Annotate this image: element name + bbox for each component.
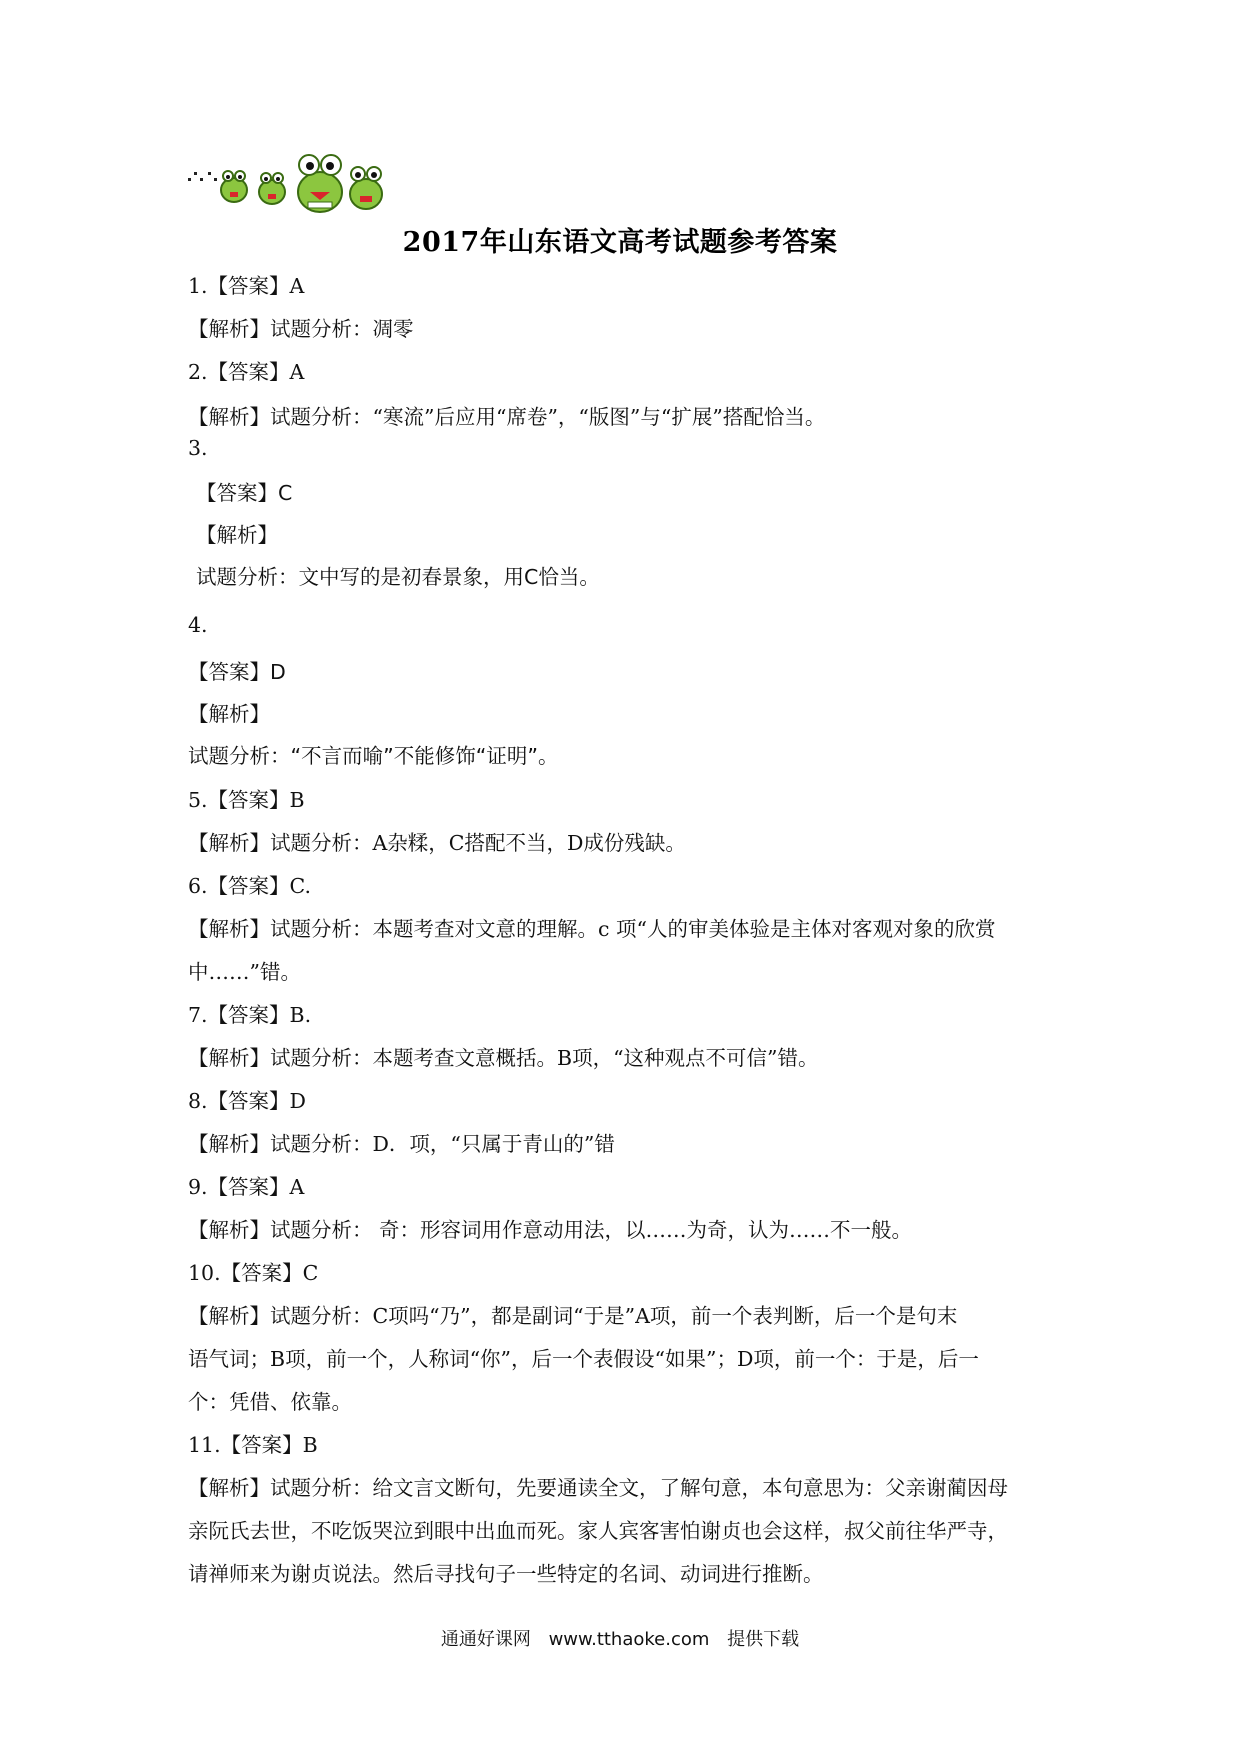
answer-line: 7.【答案】B. — [188, 1003, 312, 1027]
answer-line: 2.【答案】A — [188, 360, 305, 384]
footer-site-name: 通通好课网 — [440, 1629, 531, 1650]
analysis-line: 【解析】试题分析：凋零 — [188, 317, 414, 341]
analysis-line: 【解析】试题分析：给文言文断句，先要通读全文，了解句意，本句意思为：父亲谢蔺因母 — [188, 1476, 1008, 1500]
answer-line: 11.【答案】B — [188, 1433, 318, 1457]
analysis-heading: 【解析】 — [188, 702, 270, 726]
answer-line: 9.【答案】A — [188, 1175, 305, 1199]
analysis-line: 个：凭借、依靠。 — [188, 1390, 352, 1414]
frog-mascot-icon — [188, 150, 428, 220]
analysis-line: 【解析】试题分析：本题考查文意概括。B项，“这种观点不可信”错。 — [188, 1046, 819, 1070]
page-title: 2017年山东语文高考试题参考答案 — [402, 227, 838, 258]
question-number: 4. — [188, 613, 208, 637]
answer-line: 10.【答案】C — [188, 1261, 319, 1285]
page-footer — [0, 1625, 1240, 1651]
analysis-line: 【解析】试题分析：A杂糅，C搭配不当，D成份残缺。 — [188, 831, 686, 855]
analysis-heading: 【解析】 — [196, 523, 278, 547]
analysis-line: 试题分析：“不言而喻”不能修饰“证明”。 — [188, 744, 559, 768]
answer-line: 【答案】C — [196, 481, 293, 505]
answer-line: 【答案】D — [188, 660, 286, 684]
analysis-line: 语气词；B项，前一个，人称词“你”，后一个表假设“如果”；D项，前一个：于是，后一 — [188, 1347, 979, 1371]
analysis-line: 【解析】试题分析：C项吗“乃”，都是副词“于是”A项，前一个表判断，后一个是句末 — [188, 1304, 958, 1328]
answer-line: 6.【答案】C. — [188, 874, 312, 898]
analysis-line: 【解析】试题分析：“寒流”后应用“席卷”，“版图”与“扩展”搭配恰当。 — [188, 405, 826, 429]
analysis-line: 请禅师来为谢贞说法。然后寻找句子一些特定的名词、动词进行推断。 — [188, 1562, 824, 1586]
analysis-line: 亲阮氏去世，不吃饭哭泣到眼中出血而死。家人宾客害怕谢贞也会这样，叔父前往华严寺， — [188, 1519, 1008, 1543]
analysis-line: 试题分析：文中写的是初春景象，用C恰当。 — [196, 565, 600, 589]
analysis-line: 【解析】试题分析： 奇：形容词用作意动用法，以……为奇，认为……不一般。 — [188, 1218, 913, 1242]
answer-line: 8.【答案】D — [188, 1089, 306, 1113]
footer-url[interactable]: www.tthaoke.com — [548, 1629, 710, 1650]
analysis-line: 【解析】试题分析：D．项，“只属于青山的”错 — [188, 1132, 615, 1156]
question-number: 3. — [188, 436, 208, 460]
footer-suffix: 提供下载 — [727, 1629, 800, 1650]
answer-line: 5.【答案】B — [188, 788, 305, 812]
answer-line: 1.【答案】A — [188, 274, 305, 298]
analysis-line: 【解析】试题分析：本题考查对文意的理解。c 项“人的审美体验是主体对客观对象的欣赏 — [188, 917, 996, 941]
analysis-line: 中……”错。 — [188, 960, 301, 984]
